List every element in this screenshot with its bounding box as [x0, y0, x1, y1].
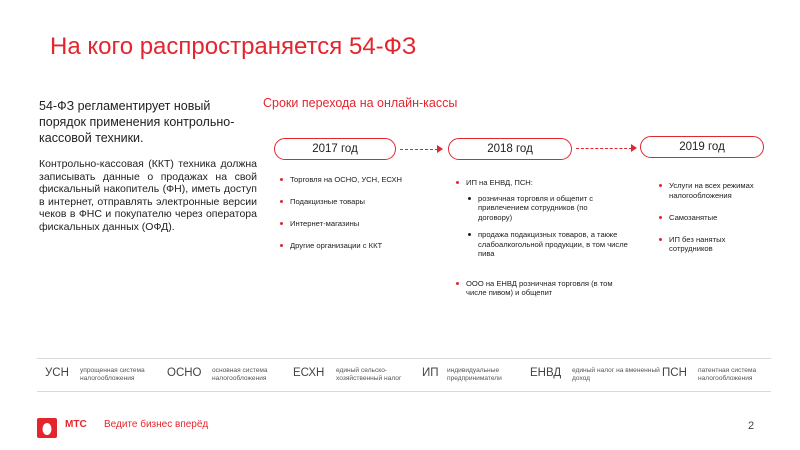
glossary-desc-eskhn: единый сельско-хозяйственный налог — [336, 367, 402, 383]
year-2018-list — [456, 178, 626, 310]
arrow-2017-2018 — [400, 149, 438, 150]
arrowhead-2017-2018 — [437, 145, 443, 153]
glossary-abbr-usn: УСН — [45, 367, 69, 379]
year-2017-box — [274, 138, 396, 160]
intro-main-text: 54-ФЗ регламентирует новый порядок применения контрольно-кассовой техники. — [39, 99, 235, 145]
year-2017-list — [280, 175, 440, 263]
year-2019-label: 2019 год — [679, 141, 725, 153]
list-item: ИП без нанятых сотрудников — [659, 235, 749, 254]
list-item: Услуги на всех режимах налогообложения — [659, 181, 761, 200]
glossary-desc-psn: патентная система налогообложения — [698, 367, 757, 383]
mts-egg-logo-icon — [37, 418, 57, 438]
timeline-subtitle: Сроки перехода на онлайн-кассы — [263, 96, 458, 110]
glossary-desc-osno: основная система налогообложения — [212, 367, 268, 383]
list-item — [456, 178, 626, 259]
intro-body-text: Контрольно-кассовая (ККТ) техника должна записывать данные о продажах на свой фискальный накопитель (ФН), иметь доступ в интернет, отправлять электронные версии чеков в ФНС и покупателю через оператора фискальных данных (ОФД). — [39, 158, 257, 233]
list-item: Самозанятые — [659, 213, 769, 223]
glossary-top-rule — [37, 358, 771, 359]
year-2018-sublist — [466, 194, 626, 259]
glossary-desc-usn: упрощенная система налогообложения — [80, 367, 145, 383]
sublist-item: продажа подакцизных товаров, а также слабоалкогольной продукции, в том числе пива — [466, 230, 628, 259]
list-item: Другие организации с ККТ — [280, 241, 440, 251]
year-2019-list — [659, 181, 769, 266]
arrow-2018-2019 — [576, 148, 632, 149]
glossary-desc-ip: индивидуальные предприниматели — [447, 367, 502, 383]
page-number: 2 — [748, 420, 755, 432]
year-2018-lead: ИП на ЕНВД, ПСН: — [466, 178, 533, 187]
glossary-abbr-ip: ИП — [422, 367, 439, 379]
list-item: Подакцизные товары — [280, 197, 440, 207]
glossary-bottom-rule — [37, 391, 771, 392]
glossary-desc-envd: единый налог на вмененный доход — [572, 367, 660, 383]
list-item: Интернет-магазины — [280, 219, 440, 229]
slide-title: На кого распространяется 54-ФЗ — [50, 33, 417, 60]
glossary-abbr-psn: ПСН — [662, 367, 687, 379]
list-item: ООО на ЕНВД розничная торговля (в том числе пивом) и общепит — [456, 279, 616, 298]
year-2019-box — [640, 136, 764, 158]
glossary-abbr-osno: ОСНО — [167, 367, 202, 379]
brand-slogan: Ведите бизнес вперёд — [104, 419, 209, 430]
glossary-abbr-envd: ЕНВД — [530, 367, 562, 379]
glossary-abbr-eskhn: ЕСХН — [293, 367, 325, 379]
year-2018-label: 2018 год — [487, 143, 533, 155]
arrowhead-2018-2019 — [631, 144, 637, 152]
year-2017-label: 2017 год — [312, 143, 358, 155]
sublist-item: розничная торговля и общепит с привлечением сотрудников (по договору) — [466, 194, 616, 223]
year-2018-box — [448, 138, 572, 160]
brand-name: МТС — [65, 419, 87, 430]
list-item: Торговля на ОСНО, УСН, ЕСХН — [280, 175, 440, 185]
